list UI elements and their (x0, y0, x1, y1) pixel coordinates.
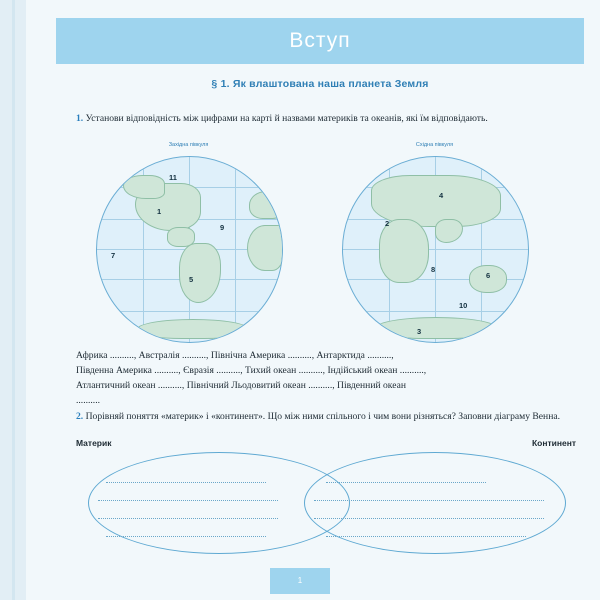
venn-circle-kontynent (304, 452, 566, 554)
answer-lines-block (76, 348, 576, 408)
venn-write-line[interactable] (98, 500, 278, 501)
map-marker-2: 2 (385, 219, 390, 228)
venn-write-line[interactable] (106, 536, 266, 537)
landmass-europe-edge (249, 191, 283, 219)
venn-left-label: Материк (76, 438, 112, 448)
chapter-header-band (56, 18, 584, 64)
landmass-antarctica-west (137, 319, 249, 339)
eastern-hemisphere-globe (342, 156, 529, 343)
answer-line-2[interactable]: Південна Америка .........., Євразія .........., Тихий океан .........., Індійський океан .........., (76, 365, 427, 376)
landmass-india (435, 219, 463, 243)
world-map-figure (60, 140, 580, 340)
page-title: Вступ (289, 29, 351, 52)
map-marker-4: 4 (439, 191, 444, 200)
western-hemisphere-globe (96, 156, 283, 343)
western-hemisphere-label: Західна півкуля (168, 142, 209, 148)
left-margin-rule (12, 0, 15, 600)
map-marker-3: 3 (417, 327, 422, 336)
venn-write-line[interactable] (326, 482, 486, 483)
venn-write-line[interactable] (326, 536, 526, 537)
venn-diagram (76, 438, 576, 558)
task-1 (76, 112, 576, 126)
landmass-africa (379, 219, 429, 283)
task-2 (76, 410, 576, 424)
venn-write-line[interactable] (314, 518, 544, 519)
landmass-africa-edge (247, 225, 283, 271)
map-marker-8: 8 (431, 265, 436, 274)
answer-line-1[interactable]: Африка .........., Австралія .........., Північна Америка .........., Антарктида .........., (76, 350, 394, 361)
page-number: 1 (270, 568, 330, 594)
answer-line-4[interactable]: .......... (76, 395, 100, 406)
landmass-greenland (123, 175, 165, 199)
landmass-south-america (179, 243, 221, 303)
landmass-antarctica-east (375, 317, 497, 339)
venn-right-label: Континент (531, 438, 576, 448)
task-2-number: 2. (76, 411, 84, 422)
map-marker-7: 7 (111, 251, 116, 260)
map-marker-1: 1 (157, 207, 162, 216)
venn-write-line[interactable] (98, 518, 278, 519)
left-margin-strip (0, 0, 27, 600)
venn-write-line[interactable] (106, 482, 266, 483)
map-marker-5: 5 (189, 275, 194, 284)
map-marker-6: 6 (486, 271, 491, 280)
map-marker-11: 11 (169, 173, 177, 182)
venn-write-line[interactable] (314, 500, 544, 501)
landmass-eurasia (371, 175, 501, 227)
section-heading: § 1. Як влаштована наша планета Земля (211, 78, 429, 90)
answer-line-3[interactable]: Атлантичний океан .........., Північний Льодовитий океан .........., Південний океан (76, 380, 406, 391)
task-1-text: Установи відповідність між цифрами на карті й назвами материків та океанів, які їм відповідають. (85, 113, 488, 124)
eastern-hemisphere-label: Східна півкуля (415, 142, 454, 148)
map-marker-9: 9 (220, 223, 225, 232)
map-marker-10: 10 (459, 301, 468, 310)
task-1-number: 1. (76, 113, 84, 124)
task-2-text: Порівняй поняття «материк» і «континент». Що між ними спільного і чим вони різняться? Заповни діаграму Венна. (85, 411, 560, 422)
